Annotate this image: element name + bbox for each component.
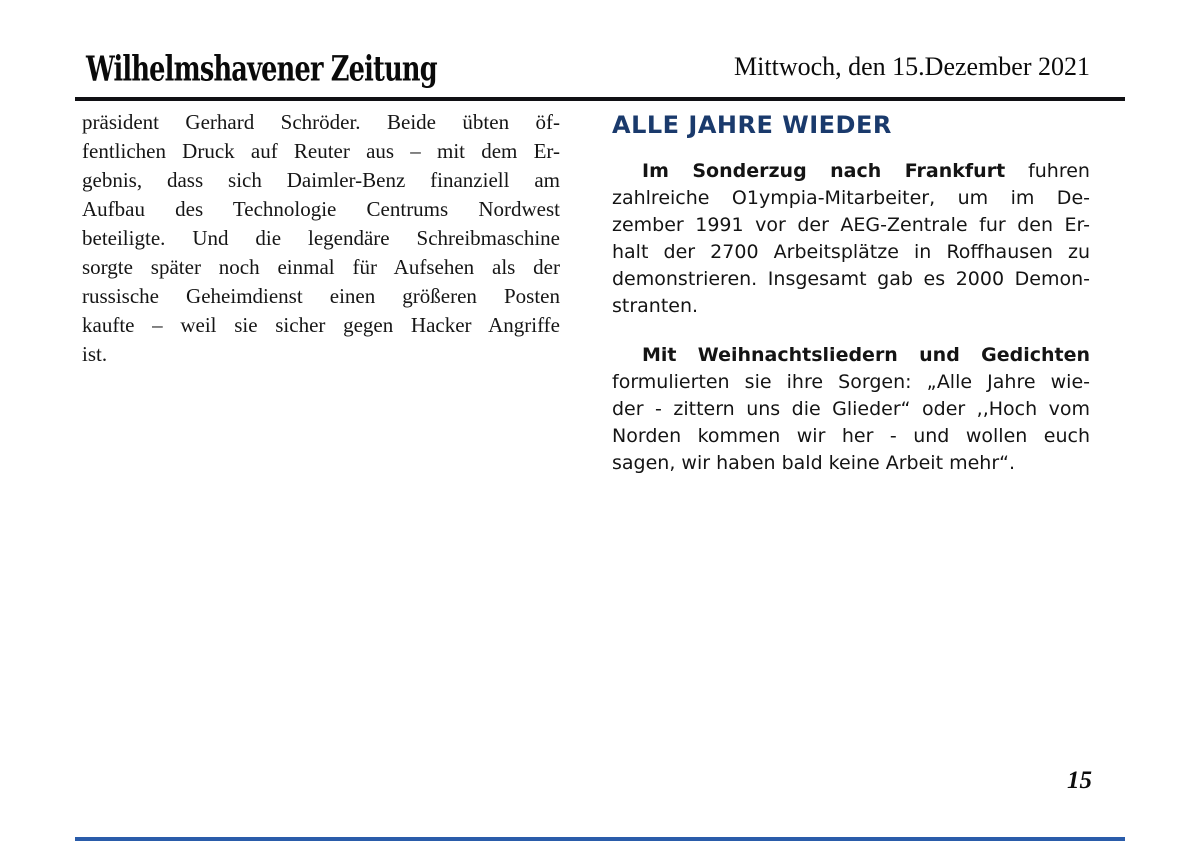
text-line: ist. [82,342,108,366]
text-line: der - zittern uns die Glieder“ oder ,,Hoch vom [612,398,1090,420]
text-line: gebnis, dass sich Daimler-Benz finanziell am [82,168,560,192]
footer-rule [75,837,1125,841]
text-line: zember 1991 vor der AEG-Zentrale fur den Er- [612,214,1090,236]
text-line: formulierten sie ihre Sorgen: „Alle Jahre wie- [612,371,1090,393]
page-number: 15 [1067,767,1092,794]
right-article-column [612,108,1090,499]
text-line: sorgte später noch einmal für Aufsehen als der [82,255,560,279]
text-line: Mit Weihnachtsliedern und Gedichten [642,344,1090,366]
text-line: beteiligte. Und die legendäre Schreibmaschine [82,226,560,250]
article-paragraph-2 [612,342,1090,477]
text-line: demonstrieren. Insgesamt gab es 2000 Demon- [612,268,1090,290]
text-line: Aufbau des Technologie Centrums Nordwest [82,197,560,221]
text-line: russische Geheimdienst einen größeren Posten [82,284,560,308]
article-paragraph-1 [612,158,1090,320]
text-line: fentlichen Druck auf Reuter aus – mit dem Er- [82,139,560,163]
text-line: zahlreiche O1ympia-Mitarbeiter, um im De- [612,187,1090,209]
text-line: präsident Gerhard Schröder. Beide übten öf- [82,110,560,134]
text-line: stranten. [612,295,699,317]
text-line: Norden kommen wir her - und wollen euch [612,425,1090,447]
article-heading: ALLE JAHRE WIEDER [612,111,892,139]
text-line: sagen, wir haben bald keine Arbeit mehr“. [612,452,1016,474]
text-line: halt der 2700 Arbeitsplätze in Roffhausen zu [612,241,1090,263]
text-line: kaufte – weil sie sicher gegen Hacker Angriffe [82,313,560,337]
issue-date: Mittwoch, den 15.Dezember 2021 [734,52,1090,81]
masthead-title: Wilhelmshavener Zeitung [86,48,437,90]
left-article-column [82,108,560,369]
header-rule [75,97,1125,101]
text-line: Im Sonderzug nach Frankfurt fuhren [642,160,1090,182]
